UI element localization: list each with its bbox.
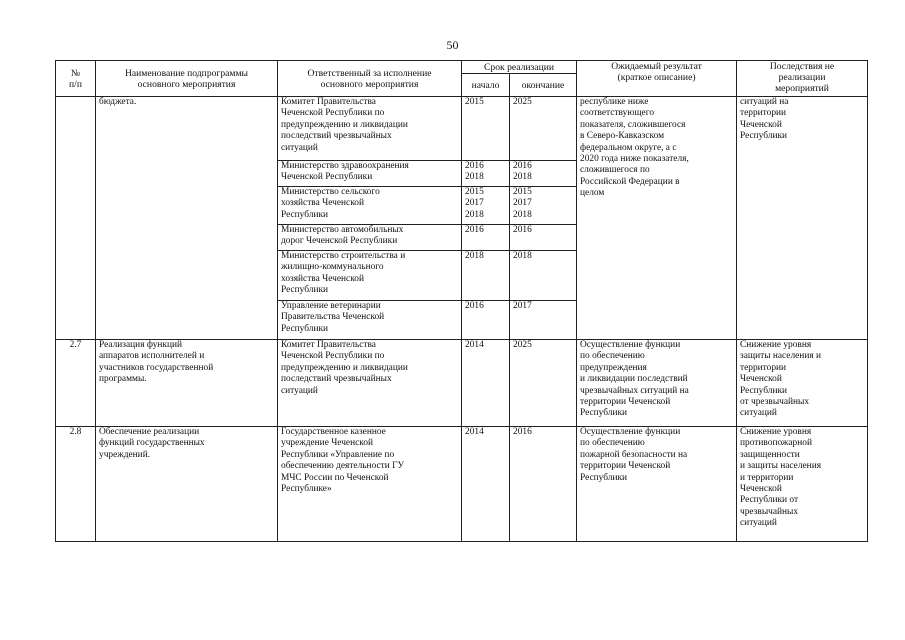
cont-end-2: 2016 2018 [510,161,577,187]
cont-responsible-4: Министерство автомобильных дорог Чеченской Республики [278,225,462,251]
row-2-8-responsible: Государственное казенное учреждение Чеченской Республики «Управление по обеспечению деятельности ГУ МЧС России по Чеченской Республике» [278,427,462,542]
cont-start-1: 2015 [462,97,510,161]
cont-responsible-6: Управление ветеринарии Правительства Чеченской Республики [278,301,462,340]
cont-end-5: 2018 [510,251,577,301]
cont-end-4: 2016 [510,225,577,251]
cont-responsible-2: Министерство здравоохранения Чеченской Республики [278,161,462,187]
header-result: Ожидаемый результат (краткое описание) [577,61,737,97]
cont-name: бюджета. [96,97,278,340]
row-2-7-end: 2025 [510,340,577,427]
row-2-8-result: Осуществление функции по обеспечению пожарной безопасности на территории Чеченской Республики [577,427,737,542]
row-2-8-start: 2014 [462,427,510,542]
cont-start-2: 2016 2018 [462,161,510,187]
cont-start-5: 2018 [462,251,510,301]
cont-start-4: 2016 [462,225,510,251]
row-2-8-consequences: Снижение уровня противопожарной защищенности и защиты населения и территории Чеченской Республики от чрезвычайных ситуаций [737,427,868,542]
row-2-7-num: 2.7 [56,340,96,427]
row-2-7-name: Реализация функций аппаратов исполнителей и участников государственной программы. [96,340,278,427]
cont-end-3: 2015 2017 2018 [510,187,577,225]
cont-consequences: ситуаций на территории Чеченской Республики [737,97,868,340]
row-2-8-num: 2.8 [56,427,96,542]
cont-end-1: 2025 [510,97,577,161]
row-2-8-end: 2016 [510,427,577,542]
header-consequences: Последствия не реализации мероприятий [737,61,868,97]
header-name: Наименование подпрограммы основного мероприятия [96,61,278,97]
cont-num-cell [56,97,96,340]
row-2-7-responsible: Комитет Правительства Чеченской Республики по предупреждению и ликвидации последствий чрезвычайных ситуаций [278,340,462,427]
cont-start-3: 2015 2017 2018 [462,187,510,225]
row-2-7-result: Осуществление функции по обеспечению предупреждения и ликвидации последствий чрезвычайных ситуаций на территории Чеченской Республики [577,340,737,427]
cont-start-6: 2016 [462,301,510,340]
cont-responsible-1: Комитет Правительства Чеченской Республики по предупреждению и ликвидации последствий чрезвычайных ситуаций [278,97,462,161]
cont-end-6: 2017 [510,301,577,340]
page-number: 50 [446,38,459,52]
header-start: начало [462,74,510,97]
header-period: Срок реализации [462,61,577,74]
header-responsible: Ответственный за исполнение основного мероприятия [278,61,462,97]
cont-responsible-3: Министерство сельского хозяйства Чеченской Республики [278,187,462,225]
row-2-8-name: Обеспечение реализации функций государственных учреждений. [96,427,278,542]
row-2-7-start: 2014 [462,340,510,427]
program-measures-table [55,60,868,542]
cont-responsible-5: Министерство строительства и жилищно-коммунального хозяйства Чеченской Республики [278,251,462,301]
header-num: № п/п [56,61,96,97]
cont-result: республике ниже соответствующего показателя, сложившегося в Северо-Кавказском федеральном округе, а с 2020 года ниже показателя, сложившегося по Российской Федерации в целом [577,97,737,340]
header-end: окончание [510,74,577,97]
row-2-7-consequences: Снижение уровня защиты населения и территории Чеченской Республики от чрезвычайных ситуаций [737,340,868,427]
